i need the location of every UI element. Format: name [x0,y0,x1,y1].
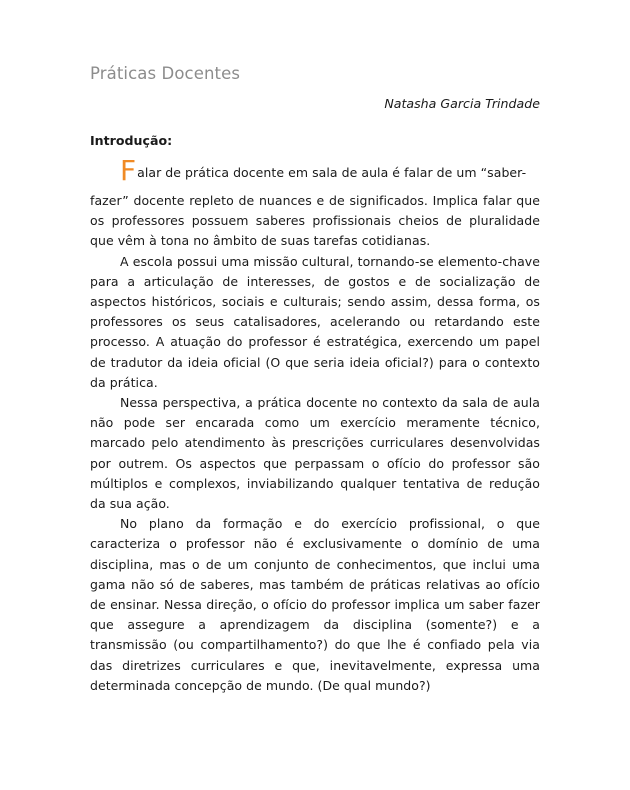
section-heading: Introdução: [90,133,173,148]
paragraph-3: Nessa perspectiva, a prática docente no contexto da sala de aula não pode ser encarada como um exercício meramente técnico, marcado pelo atendimento às prescrições curriculares desenvolvidas por outrem. Os aspectos que perpassam o ofício do professor são múltiplos e complexos, inviabilizando qualquer tentativa de redução da sua ação. [90,395,540,512]
paragraph-4: No plano da formação e do exercício profissional, o que caracteriza o professor não é exclusivamente o domínio de uma disciplina, mas o de um conjunto de conhecimentos, que inclui uma gama não só de saberes, mas também de práticas relativas ao ofício de ensinar. Nessa direção, o ofício do professor implica um saber fazer que assegure a aprendizagem da disciplina (somente?) e a transmissão (ou compartilhamento?) do que lhe é confiado pela via das diretrizes curriculares e que, inevitavelmente, expressa uma determinada concepção de mundo. (De qual mundo?) [90,516,540,693]
paragraph-2: A escola possui uma missão cultural, tornando-se elemento-chave para a articulação de interesses, de gostos e de socialização de aspectos históricos, sociais e culturais; sendo assim, dessa forma, os professores os seus catalisadores, acelerando ou retardando este processo. A atuação do professor é estratégica, exercendo um papel de tradutor da ideia oficial (O que seria ideia oficial?) para o contexto da prática. [90,253,540,390]
paragraph-1-first-line: alar de prática docente em sala de aula é falar de um “saber- [137,165,527,180]
author-name: Natasha Garcia Trindade [384,96,540,111]
document-title: Práticas Docentes [90,64,241,83]
drop-cap-letter: F [120,154,137,187]
paragraph-1-body: fazer” docente repleto de nuances e de significados. Implica falar que os professores possuem saberes profissionais cheios de pluralidade que vêm à tona no âmbito de suas tarefas cotidianas. [90,193,540,249]
document-page [90,62,540,696]
paragraph-1 [90,155,540,252]
